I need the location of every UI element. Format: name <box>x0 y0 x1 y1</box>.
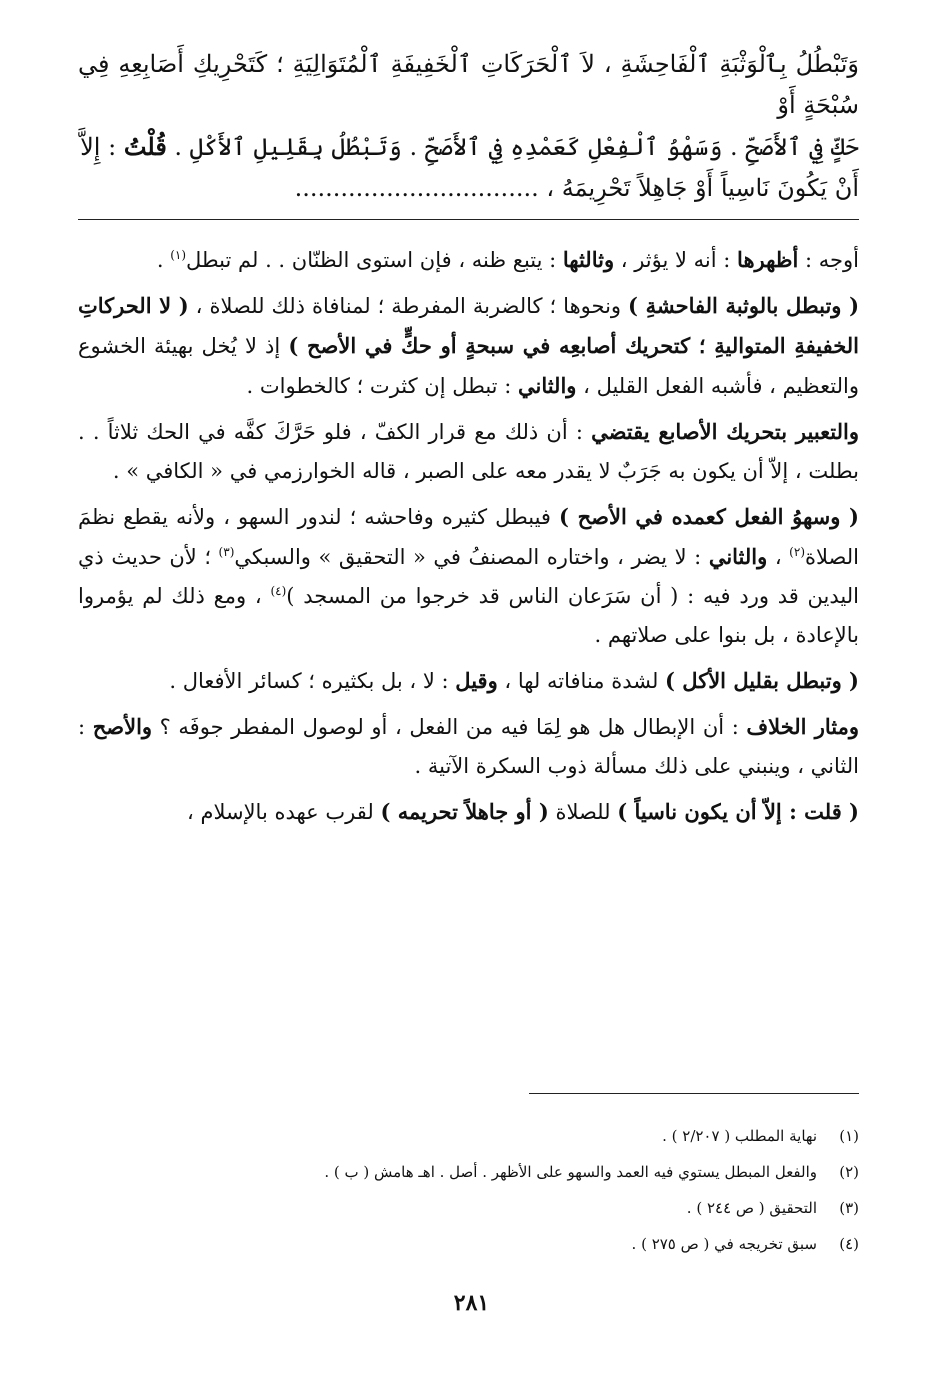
footnote-2 <box>78 1154 859 1190</box>
main-text-line-3-body: أَنْ يَكُونَ نَاسِياً أَوْ جَاهِلاً تَحْرِيمَهُ ، <box>546 174 859 202</box>
footnote-number: (٣) <box>839 1199 859 1217</box>
text-run: : أن ذلك مع قرار الكفّ ، فلو حَرَّكَ كفَّه في الحك ثلاثاً . . بطلت ، إلاّ أن يكون به جَرَبٌ لا يقدر معه على الصبر ، قاله الخوارزمي في « الكافي » . <box>78 420 859 483</box>
quoted-matn: ( وسهوُ الفعل كعمده في الأصح ) <box>558 504 859 529</box>
text-run: ، <box>767 545 790 569</box>
footnote-3 <box>78 1190 859 1226</box>
commentary-paragraph-3 <box>78 412 859 491</box>
bold-term: والتعبير بتحريك الأصابع يقتضي <box>591 419 860 444</box>
text-run: ؛ لأن حديث ذي اليدين قد ورد فيه : ( أن سَرَعان الناس قد خرجوا من المسجد ) <box>78 545 859 608</box>
page-number: ٢٨١ <box>453 1290 490 1316</box>
commentary-paragraph-1 <box>78 240 859 280</box>
text-run: : أن الإبطال هل هو لِمَا فيه من الفعل ، أو لوصول المفطر جوفَه ؟ <box>152 715 747 739</box>
text-run: : تبطل إن كثرت ؛ كالخطوات . <box>246 374 518 398</box>
bold-term: وثالثها <box>562 247 615 272</box>
footnote-number: (١) <box>839 1127 859 1145</box>
quoted-matn: ( لا الحركاتِ الخفيفةِ المتواليةِ ؛ كتحريك أصابعِه في سبحةٍ أو حكٍّ في الأصح ) <box>78 293 859 358</box>
main-text-separator <box>78 219 859 220</box>
footnote-text: نهاية المطلب ( ٢/٢٠٧ ) . <box>662 1127 817 1145</box>
qultu-label: قُلْتُ <box>123 132 167 161</box>
bold-term: والثاني <box>708 544 768 569</box>
commentary-paragraph-7 <box>78 792 859 832</box>
text-run: إذ لا يُخل بهيئة الخشوع والتعظيم ، فأشبه الفعل القليل ، <box>78 334 859 398</box>
footnote-ref: (٤) <box>270 584 287 598</box>
text-run: : الثاني ، وينبني على ذلك مسألة ذوب السكرة الآتية . <box>78 715 859 778</box>
text-run: . <box>156 248 171 272</box>
main-text-block <box>78 44 859 209</box>
footnote-ref: (٢) <box>789 545 805 559</box>
continuation-dots: ................................ <box>294 174 539 202</box>
text-run: أوجه : <box>798 248 859 272</box>
quoted-matn: ( وتبطل بقليل الأكل ) <box>665 668 859 693</box>
main-text-line-2-body: حَكٍّ فِي ٱلأَصَحِّ . وَسَهْوُ ٱلْفِعْلِ كَعَمْدِهِ فِي ٱلأَصَحِّ . وَتَبْطُلُ بِقَلِيلِ ٱلأَكْلِ . <box>166 133 859 161</box>
bold-term: والأصح <box>92 714 153 739</box>
footnotes <box>78 1118 859 1262</box>
commentary-paragraph-6 <box>78 707 859 786</box>
footnote-4 <box>78 1226 859 1262</box>
text-run: : لا يضر ، واختاره المصنفُ في « التحقيق » والسبكي <box>234 545 709 569</box>
quoted-matn: ( وتبطل بالوثبة الفاحشةِ ) <box>628 293 860 318</box>
bold-term: وقيل <box>455 668 498 693</box>
quoted-matn: ( قلت : إلاّ أن يكون ناسياً ) <box>617 799 859 824</box>
text-run: فيبطل كثيره وفاحشه ؛ لندور السهو ، ولأنه يقطع نظمَ الصلاة <box>78 505 859 569</box>
text-run: : لا ، بل بكثيره ؛ كسائر الأفعال . <box>169 669 456 693</box>
footnote-text: والفعل المبطل يستوي فيه العمد والسهو على الأظهر . أصل . اهـ هامش ( ب ) . <box>324 1163 817 1181</box>
text-run: ونحوها ؛ كالضربة المفرطة ؛ لمنافاة ذلك للصلاة ، <box>188 294 629 318</box>
text-run: : يتبع ظنه ، فإن استوى الظنّان . . لم تبطل <box>186 248 563 272</box>
footnote-number: (٤) <box>839 1235 859 1253</box>
bold-term: ومثار الخلاف <box>746 714 859 739</box>
quoted-matn: ( أو جاهلاً تحريمه ) <box>380 799 549 824</box>
main-text-line-3 <box>78 168 859 209</box>
footnote-text: سبق تخريجه في ( ص ٢٧٥ ) . <box>631 1235 817 1253</box>
commentary-paragraph-4 <box>78 497 859 655</box>
footnote-separator <box>529 1093 859 1094</box>
text-run: لشدة منافاته لها ، <box>497 669 666 693</box>
footnote-ref: (٣) <box>218 545 235 559</box>
main-text-line-1: وَتَبْطُلُ بِٱلْوَثْبَةِ ٱلْفَاحِشَةِ ، لاَ ٱلْحَرَكَاتِ ٱلْخَفِيفَةِ ٱلْمُتَوَالِيَةِ ؛ كَتَحْرِيكِ أَصَابِعِهِ فِي سُبْحَةٍ أَوْ <box>78 50 859 119</box>
footnote-1 <box>78 1118 859 1154</box>
main-text-line-2-end: : إِلاَّ <box>80 133 124 161</box>
text-run: لقرب عهده بالإسلام ، <box>187 800 381 824</box>
footnote-ref: (١) <box>170 248 187 262</box>
commentary-block <box>78 240 859 838</box>
commentary-paragraph-5 <box>78 661 859 701</box>
text-run: للصلاة <box>548 800 618 824</box>
commentary-paragraph-2 <box>78 286 859 406</box>
footnote-number: (٢) <box>839 1163 859 1181</box>
bold-term: والثاني <box>517 373 577 398</box>
bold-term: أظهرها <box>737 247 799 272</box>
footnote-text: التحقيق ( ص ٢٤٤ ) . <box>686 1199 817 1217</box>
text-run: : أنه لا يؤثر ، <box>614 248 738 272</box>
main-text-line-2 <box>78 126 859 168</box>
text-run: ، ومع ذلك لم يؤمروا بالإعادة ، بل بنوا على صلاتهم . <box>78 584 859 647</box>
